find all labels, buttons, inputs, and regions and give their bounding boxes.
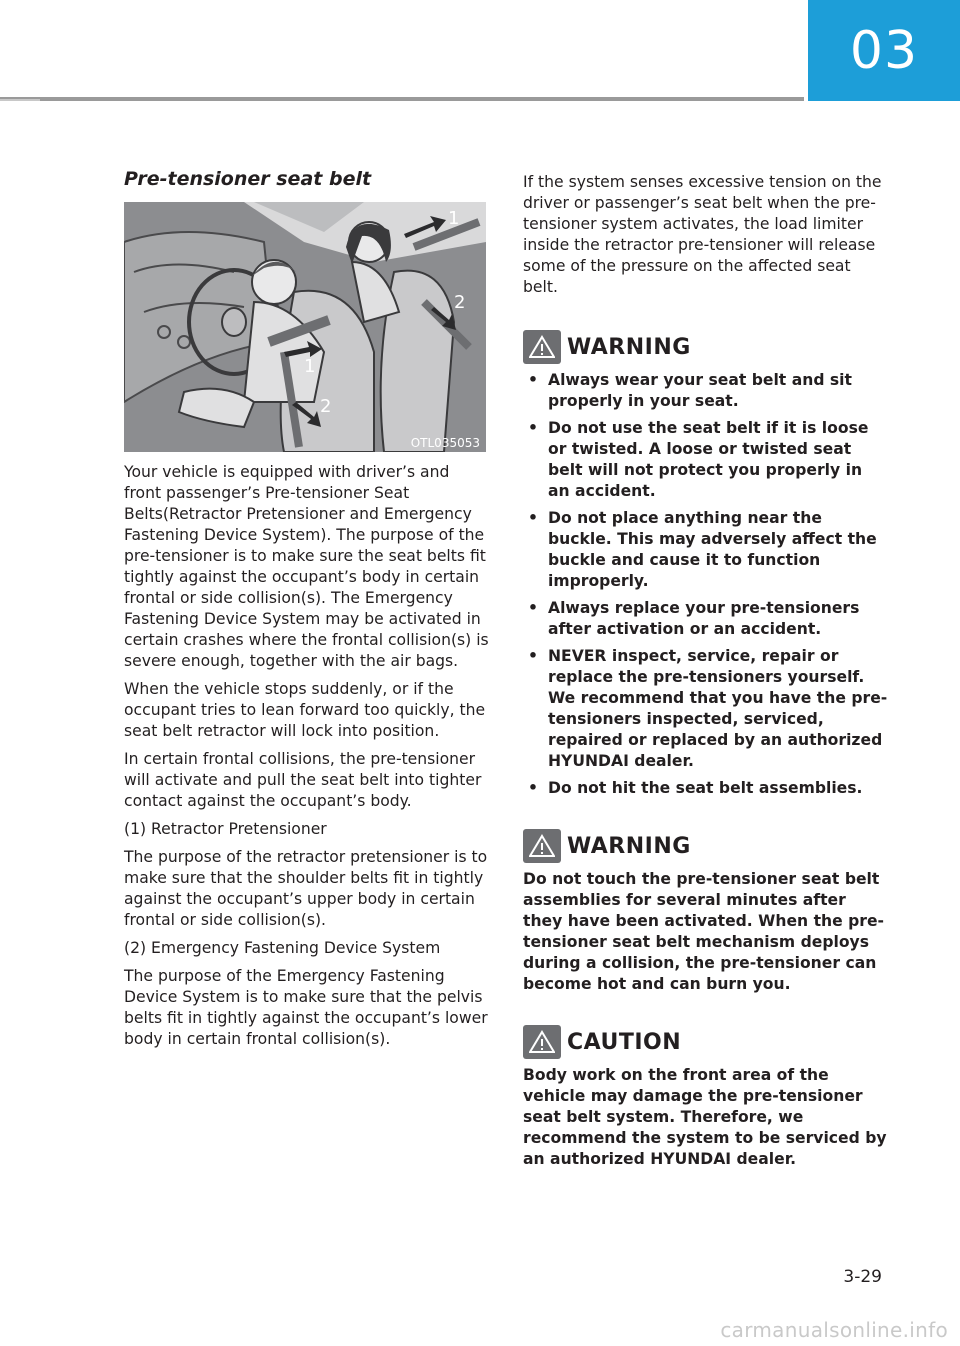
warning-list [523,370,888,799]
warning-triangle-icon [523,829,561,863]
warning-item: • Do not use the seat belt if it is loose or twisted. A loose or twisted seat belt will not protect you properly in an accident. [523,418,888,502]
caution-title: CAUTION [567,1029,682,1055]
watermark: carmanualsonline.info [720,1318,948,1342]
warning-title: WARNING [567,334,691,360]
paragraph: In certain frontal collisions, the pre-tensioner will activate and pull the seat belt into tighter contact against the occupant’s body. [124,750,482,810]
pretensioner-illustration [124,202,486,452]
callout-2-bottom: 2 [320,396,332,417]
warning-item: • Always wear your seat belt and sit properly in your seat. [523,370,888,412]
caution-header [523,1025,888,1059]
figure-code: OTL035053 [410,436,480,450]
warning-item: • Do not hit the seat belt assemblies. [523,778,888,799]
paragraph: The purpose of the retractor pretensioner is to make sure that the shoulder belts fit in tightly against the occupant’s upper body in certain frontal or side collision(s). [124,848,488,929]
paragraph: When the vehicle stops suddenly, or if the occupant tries to lean forward too quickly, the seat belt retractor will lock into position. [124,680,486,740]
warning-item: • Do not place anything near the buckle. This may adversely affect the buckle and cause it to function improperly. [523,508,888,592]
warning-item: • Always replace your pre-tensioners after activation or an accident. [523,598,888,640]
left-column [124,168,489,1057]
caution-text: Body work on the front area of the vehicle may damage the pre-tensioner seat belt system. Therefore, we recommend the system to be serviced by an authorized HYUNDAI dealer. [523,1066,887,1168]
section-title: Pre-tensioner seat belt [124,168,372,190]
illustration-svg [124,202,486,452]
chapter-tab: 03 [808,0,960,101]
warning-header [523,330,888,364]
paragraph: Your vehicle is equipped with driver’s and front passenger’s Pre-tensioner Seat Belts(Retractor Pretensioner and Emergency Fastening Device System). The purpose of the pre-tensioner is to make sure the seat belts fit tightly against the occupant’s body in certain frontal or side collision(s). The Emergency Fastening Device System may be activated in certain crashes where the frontal collision(s) is severe enough, together with the air bags. [124,463,489,670]
subheading-retractor: (1) Retractor Pretensioner [124,820,327,838]
warning-item: • NEVER inspect, service, repair or replace the pre-tensioners yourself. We recommend that you have the pre-tensioners inspected, serviced, repaired or replaced by an authorized HYUNDAI dealer. [523,646,888,772]
caution-triangle-icon [523,1025,561,1059]
subheading-efd: (2) Emergency Fastening Device System [124,939,441,957]
warning-text: Do not touch the pre-tensioner seat belt assemblies for several minutes after they have been activated. When the pre-tensioner seat belt mechanism deploys during a collision, the pre-tensioner can become hot and can burn you. [523,870,885,993]
paragraph: The purpose of the Emergency Fastening Device System is to make sure that the pelvis belts fit in tightly against the occupant’s lower body in certain frontal collision(s). [124,967,488,1048]
callout-2-right: 2 [454,292,466,313]
header-rule-accent [0,99,40,101]
page-number: 3-29 [843,1267,882,1287]
warning-title: WARNING [567,833,691,859]
load-limiter-paragraph: If the system senses excessive tension on the driver or passenger’s seat belt when the pre-tensioner system activates, the load limiter inside the retractor pre-tensioner will release some of the pressure on the affected seat belt. [523,173,882,296]
callout-1-top: 1 [448,208,460,229]
callout-1-bottom: 1 [304,356,316,377]
header-rule [0,97,804,101]
right-column [523,172,888,1170]
warning-triangle-icon [523,330,561,364]
warning-header [523,829,888,863]
